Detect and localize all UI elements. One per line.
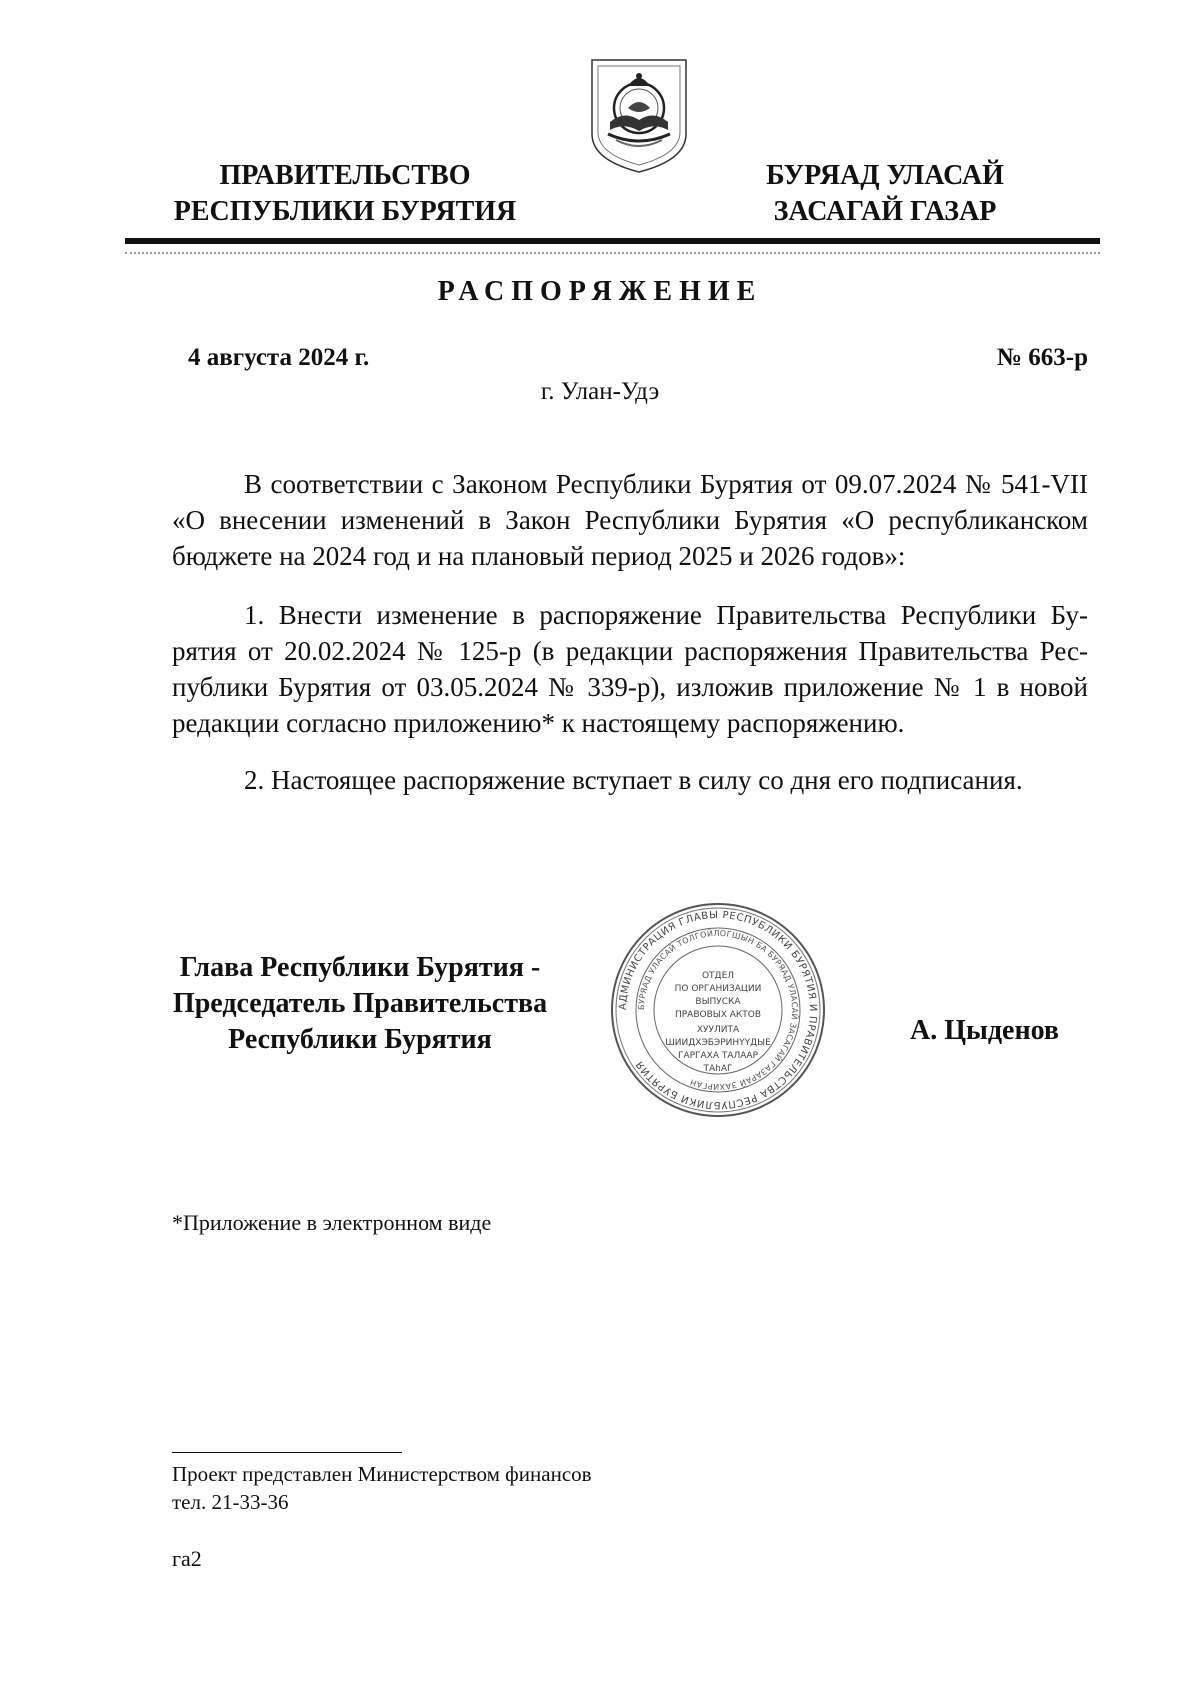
header-divider [125, 238, 1100, 244]
document-type: РАСПОРЯЖЕНИЕ [437, 276, 763, 307]
org-name-bua-line2: ЗАСАГАЙ ГАЗАР [773, 196, 997, 227]
item-1-paragraph: 1. Внести изменение в распоряжение Правительства Республики Бурятия от 20.02.2024 № 125-р (в редакции распоряжения Правительства Республики Бурятия от 03.05.2024 № 339-р), изложив приложение № 1 в новой редакции согласно приложению* к настоящему распоряжению. [172, 600, 1088, 738]
seal-center-line4: ПРАВОВЫХ АКТОВ [674, 1010, 762, 1020]
prepared-by-text: Проект представлен Министерством финансов [172, 1462, 592, 1486]
coat-of-arms-icon [588, 56, 690, 176]
org-name-ru-line1: ПРАВИТЕЛЬСТВО [219, 160, 471, 191]
seal-center-line7: ГАРГАХА ТАЛААР [677, 1051, 759, 1061]
seal-center-line1: ОТДЕЛ [701, 971, 735, 981]
signatory-title-line1: Глава Республики Бурятия - [179, 952, 541, 983]
seal-center-line5: ХУУЛИТА [696, 1025, 740, 1035]
org-name-bua-line1: БУРЯАД УЛАСАЙ [766, 160, 1004, 191]
preamble-paragraph: В соответствии с Законом Республики Бурятия от 09.07.2024 № 541-VII «О внесении изменений в Закон Республики Бурятия «О республиканском бюджете на 2024 год и на плановый период 2025 и 2026 годов»: [172, 469, 1088, 571]
signatory-title-line2: Председатель Правительства [172, 988, 548, 1019]
official-seal [608, 900, 828, 1120]
seal-center-line3: ВЫПУСКА [695, 997, 741, 1007]
signatory-title [140, 950, 580, 1058]
seal-center-line6: ШИИДХЭБЭРИНҮҮДЫЕ [665, 1038, 771, 1048]
seal-inner-ring-text: БУРЯАД УЛАСАЙ ТОЛГОЙЛОГШЫН БА БУРЯАД УЛАСАЙ ЗАСАГАЙ ГАЗАРАЙ ЗАХИРГАН [636, 928, 800, 1092]
prepared-by [172, 1460, 592, 1516]
seal-outer-text: АДМИНИСТРАЦИЯ ГЛАВЫ РЕСПУБЛИКИ БУРЯТИЯ И ПРАВИТЕЛЬСТВА РЕСПУБЛИКИ БУРЯТИЯ [617, 909, 819, 1111]
document-code: га2 [172, 1546, 202, 1571]
prepared-by-phone: тел. 21-33-36 [172, 1490, 289, 1514]
document-date: 4 августа 2024 г. [188, 344, 370, 371]
document-number: № 663-р [996, 344, 1088, 371]
seal-center-line2: ПО ОРГАНИЗАЦИИ [674, 984, 762, 994]
item-2-paragraph: 2. Настоящее распоряжение вступает в силу со дня его подписания. [244, 765, 1023, 795]
footer-divider [172, 1452, 402, 1453]
signatory-title-line3: Республики Бурятия [228, 1024, 492, 1055]
footnote: *Приложение в электронном виде [172, 1210, 492, 1235]
header-divider-thin [125, 252, 1100, 254]
org-name-ru-line2: РЕСПУБЛИКИ БУРЯТИЯ [173, 196, 517, 227]
signatory-name: А. Цыденов [910, 1015, 1060, 1046]
org-name-bua [690, 158, 1080, 230]
document-city: г. Улан-Удэ [540, 378, 660, 405]
seal-center-line8: ТАһАГ [703, 1064, 733, 1074]
org-name-ru [130, 158, 560, 230]
